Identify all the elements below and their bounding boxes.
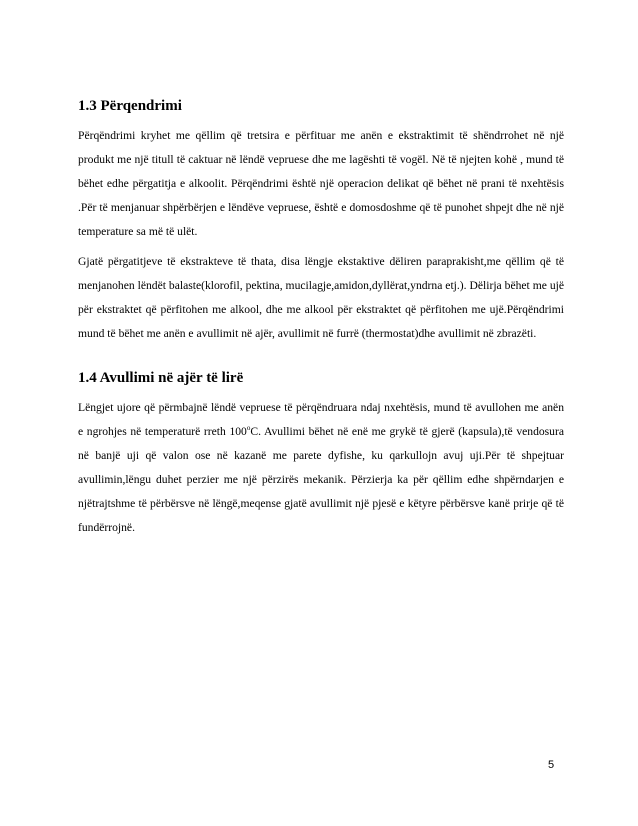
section-1-3	[78, 98, 564, 346]
paragraph-1-4-part2: C. Avullimi bëhet në enë me grykë të gjerë (kapsula),të vendosura në banjë uji që valon ose në kazanë me parete dyfishe, ku qarkullojn avuj uji.Për të shpejtuar avullimin,lëngu duhet perzier me një përzirës mekanik. Përzierja ka për qëllim edhe shpërndarjen e njëtrajtshme të përbërsve në lëngë,meqense gjatë avullimit një pjesë e këtyre përbërsve kanë prirje që të fundërrojnë.	[78, 425, 564, 534]
page-content	[78, 98, 564, 546]
page-number: 5	[548, 759, 555, 771]
section-heading-1-3: 1.3 Përqendrimi	[78, 98, 182, 114]
section-heading-1-4: 1.4 Avullimi në ajër të lirë	[78, 370, 244, 386]
paragraph-1-3-a: Përqëndrimi kryhet me qëllim që tretsira e përfituar me anën e ekstraktimit të shëndrrohet në një produkt me një titull të caktuar në lëndë vepruese dhe me lagështi të vogël. Në të njejten kohë , mund të bëhet edhe përgatitja e alkoolit. Përqëndrimi është një operacion delikat që bëhet në prani të nxehtësis .Për të menjanuar shpërbërjen e lëndëve vepruese, është e domosdoshme që të punohet shpejt dhe në një temperature sa më të ulët.	[78, 129, 564, 238]
paragraph-1-4	[78, 396, 564, 540]
paragraph-1-3-b: Gjatë përgatitjeve të ekstrakteve të thata, disa lëngje ekstaktive dëliren paraprakisht,me qëllim që të menjanohen lëndët balaste(klorofil, pektina, mucilagje,amidon,dyllërat,yndrna etj.). Dëlirja bëhet me ujë për ekstraktet që përfitohen me alkool, dhe me alkool për ekstraktet që përfitohen me ujë.Përqëndrimi mund të bëhet me anën e avullimit në ajër, avullimit në furrë (thermostat)dhe avullimit në zbrazëti.	[78, 255, 564, 340]
section-1-4	[78, 370, 564, 540]
paragraph-1-4-part1: Lëngjet ujore që përmbajnë lëndë vepruese të përqëndruara ndaj nxehtësis, mund të avullohen me anën e ngrohjes në temperaturë rreth 100	[78, 401, 564, 438]
degree-mark: o	[246, 424, 251, 432]
